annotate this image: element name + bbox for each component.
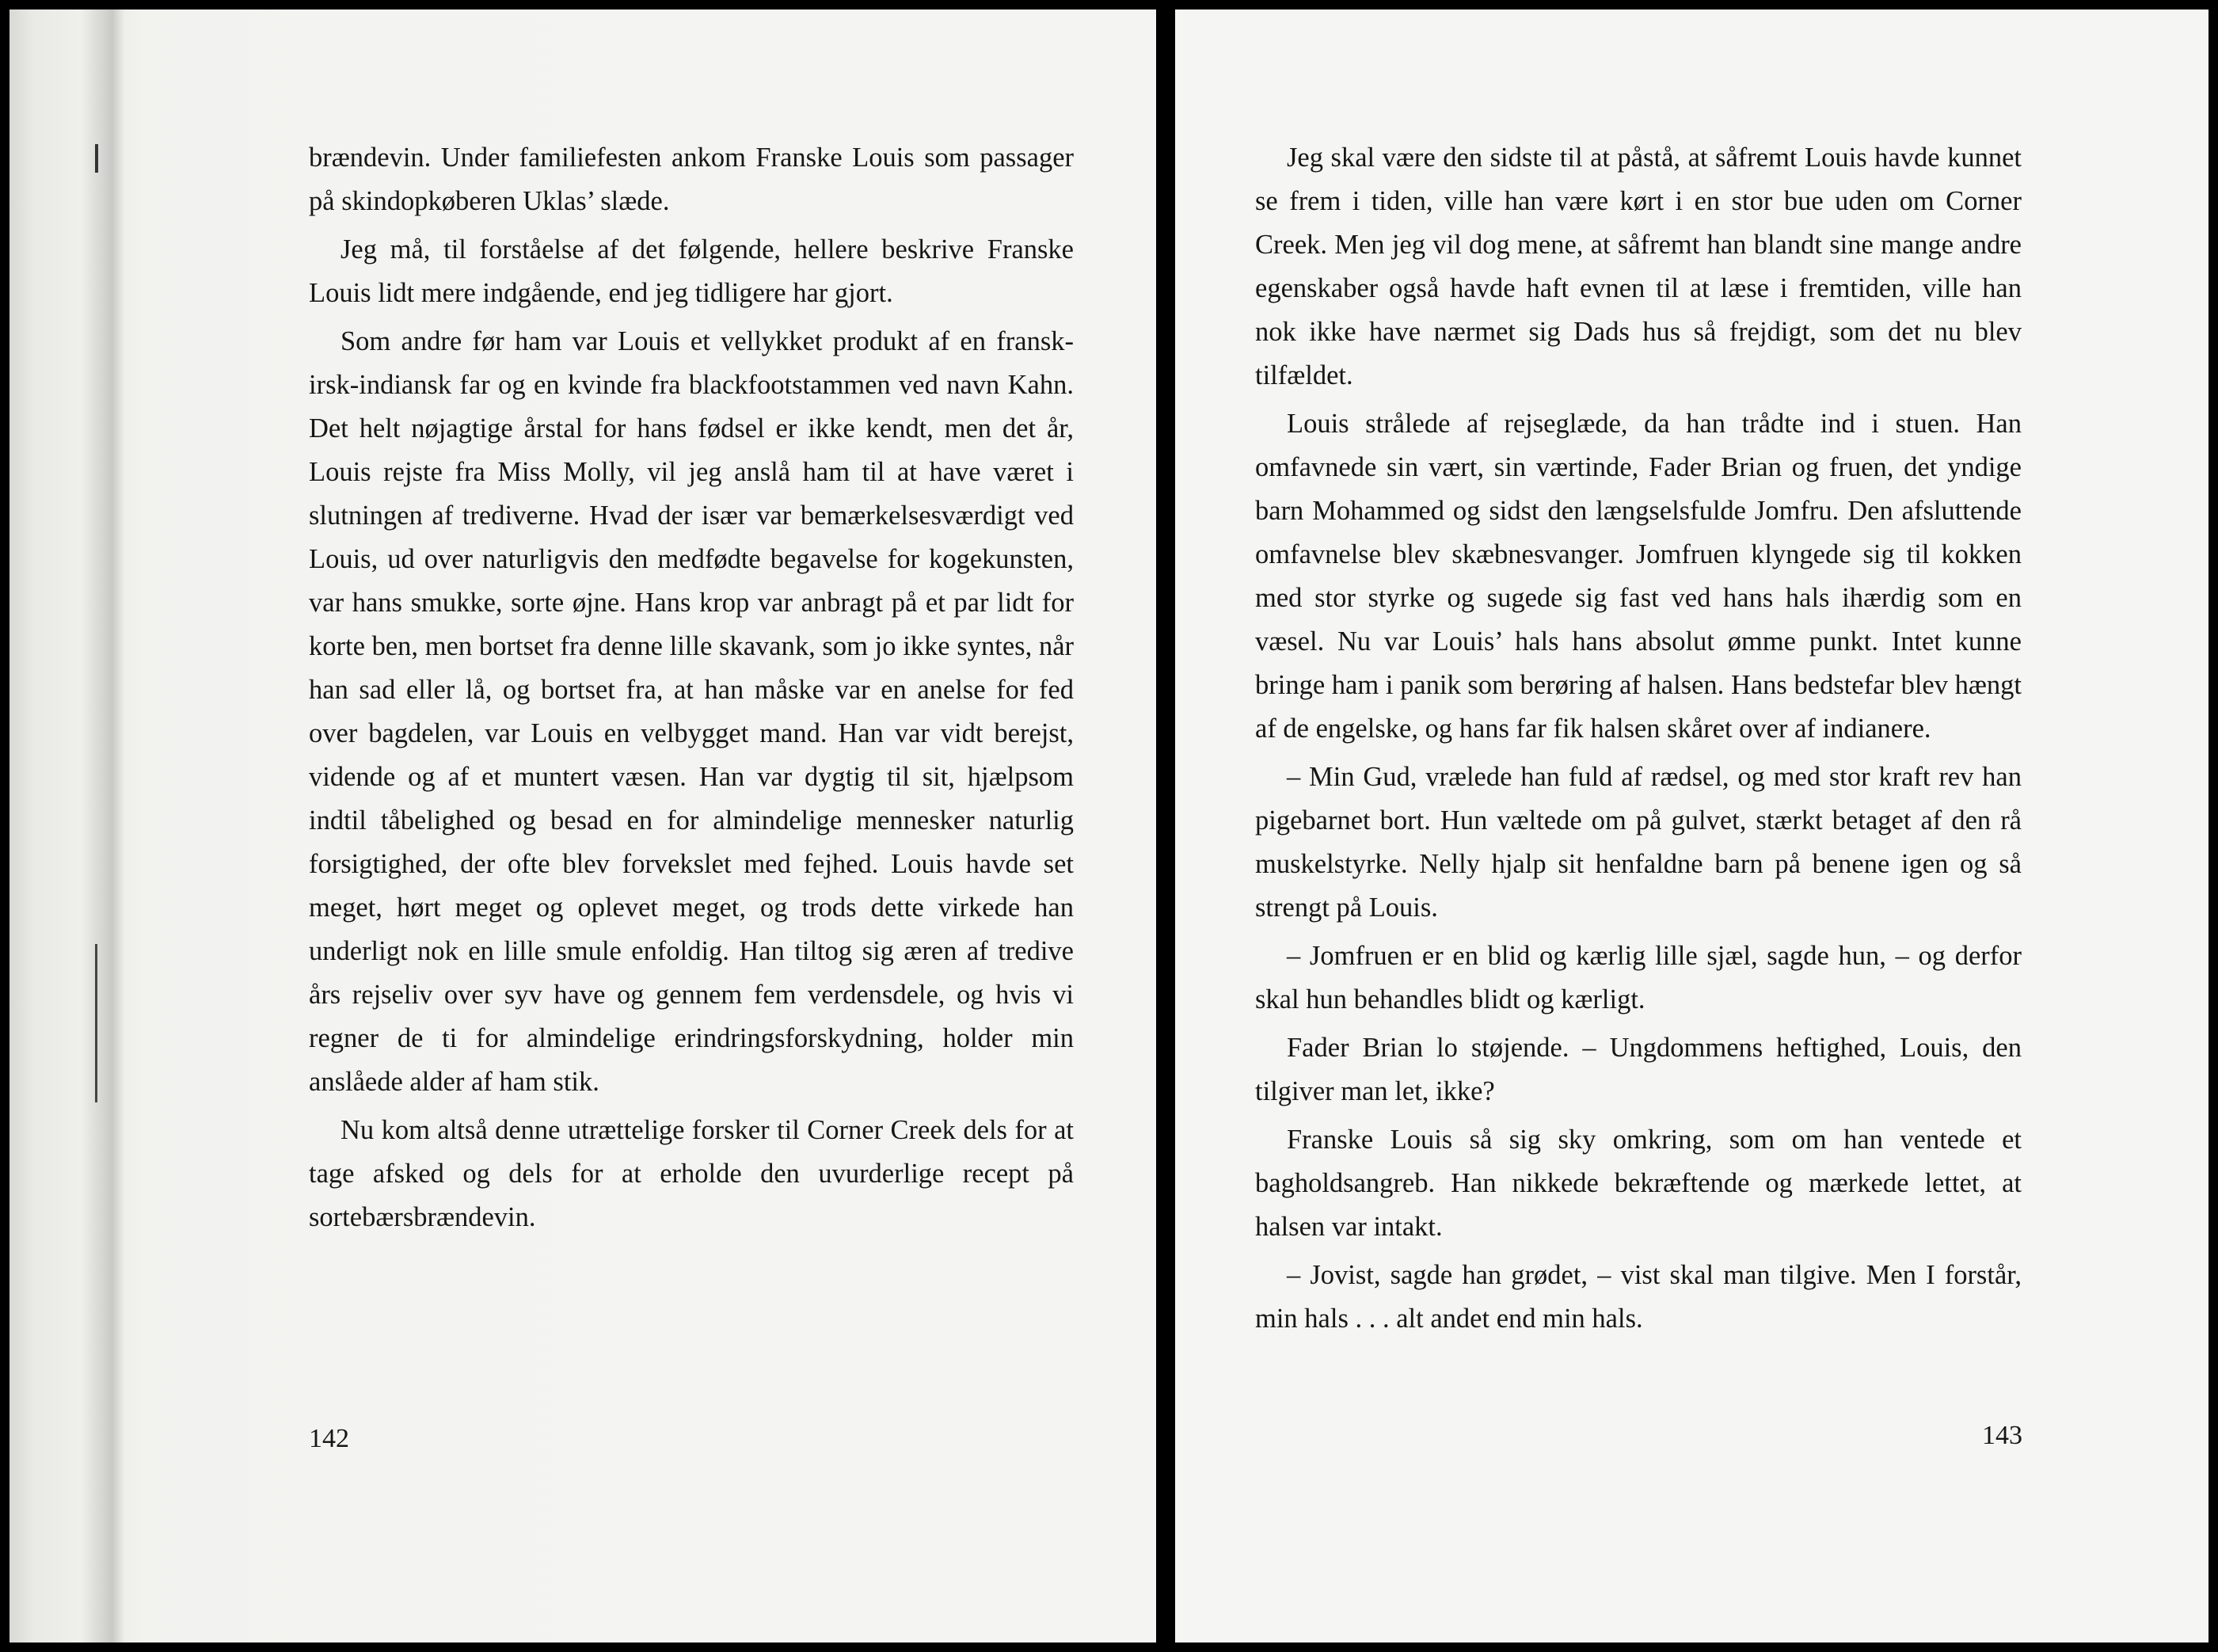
right-page-body: [1255, 136, 2022, 1346]
left-page-body: [309, 136, 1074, 1244]
paragraph: Nu kom altså denne utrættelige forsker til Corner Creek dels for at tage afsked og dels for at erholde den uvurderlige recept på sortebærsbrændevin.: [309, 1115, 1074, 1232]
left-page: [10, 10, 1156, 1642]
page-number: 142: [309, 1424, 349, 1453]
binding-mark: [95, 144, 98, 173]
paragraph: – Jomfruen er en blid og kærlig lille sjæl, sagde hun, – og derfor skal hun behandles blidt og kærligt.: [1255, 941, 2022, 1014]
paragraph: Som andre før ham var Louis et vellykket produkt af en fransk-irsk-indiansk far og en kvinde fra blackfootstammen ved navn Kahn. Det helt nøjagtige årstal for hans fødsel er ikke kendt, men det år, Louis rejste fra Miss Molly, vil jeg anslå ham til at have været i slutningen af trediverne. Hvad der især var bemærkelsesværdigt ved Louis, ud over naturligvis den medfødte begavelse for kogekunsten, var hans smukke, sorte øjne. Hans krop var anbragt på et par lidt for korte ben, men bortset fra denne lille skavank, som jo ikke syntes, når han sad eller lå, og bortset fra, at han måske var en anelse for fed over bagdelen, var Louis en velbygget mand. Han var vidt berejst, vidende og af et muntert væsen. Han var dygtig til sit, hjælpsom indtil tåbelighed og besad en for almindelige mennesker naturlig forsigtighed, der ofte blev forvekslet med fejhed. Louis havde set meget, hørt meget og oplevet meget, og trods dette virkede han underligt nok en lille smule enfoldig. Han tiltog sig æren af tredive års rejseliv over syv have og gennem fem verdensdele, og hvis vi regner de ti for almindelige erindringsforskydning, holder min anslåede alder af ham stik.: [309, 326, 1074, 1097]
paragraph: – Jovist, sagde han grødet, – vist skal man tilgive. Men I forstår, min hals . . . alt andet end min hals.: [1255, 1260, 2022, 1334]
paragraph: Franske Louis så sig sky omkring, som om han ventede et bagholdsangreb. Han nikkede bekræftende og mærkede lettet, at halsen var intakt.: [1255, 1125, 2022, 1242]
paragraph: Fader Brian lo støjende. – Ungdommens heftighed, Louis, den tilgiver man let, ikke?: [1255, 1033, 2022, 1106]
right-page: [1175, 10, 2208, 1642]
paragraph: Jeg skal være den sidste til at påstå, at såfremt Louis havde kunnet se frem i tiden, ville han være kørt i en stor bue uden om Corner Creek. Men jeg vil dog mene, at såfremt han blandt sine mange andre egenskaber også havde haft evnen til at læse i fremtiden, ville han nok ikke have nærmet sig Dads hus så frejdigt, som det nu blev tilfældet.: [1255, 143, 2022, 390]
paragraph: – Min Gud, vrælede han fuld af rædsel, og med stor kraft rev han pigebarnet bort. Hun væltede om på gulvet, stærkt betaget af den rå muskelstyrke. Nelly hjalp sit henfaldne barn på benene igen og så strengt på Louis.: [1255, 762, 2022, 923]
paragraph: Jeg må, til forståelse af det følgende, hellere beskrive Franske Louis lidt mere indgående, end jeg tidligere har gjort.: [309, 234, 1074, 308]
paragraph: Louis strålede af rejseglæde, da han trådte ind i stuen. Han omfavnede sin vært, sin værtinde, Fader Brian og fruen, det yndige barn Mohammed og sidst den længselsfulde Jomfru. Den afsluttende omfavnelse blev skæbnesvanger. Jomfruen klyngede sig til kokken med stor styrke og sugede sig fast ved hans hals ihærdig som en væsel. Nu var Louis’ hals hans absolut ømme punkt. Intet kunne bringe ham i panik som berøring af halsen. Hans bedstefar blev hængt af de engelske, og hans far fik halsen skåret over af indianere.: [1255, 409, 2022, 744]
binding-mark: [95, 944, 97, 1102]
paragraph: brændevin. Under familiefesten ankom Franske Louis som passager på skindopkøberen Uklas’ slæde.: [309, 143, 1074, 216]
page-number: 143: [1982, 1421, 2022, 1450]
